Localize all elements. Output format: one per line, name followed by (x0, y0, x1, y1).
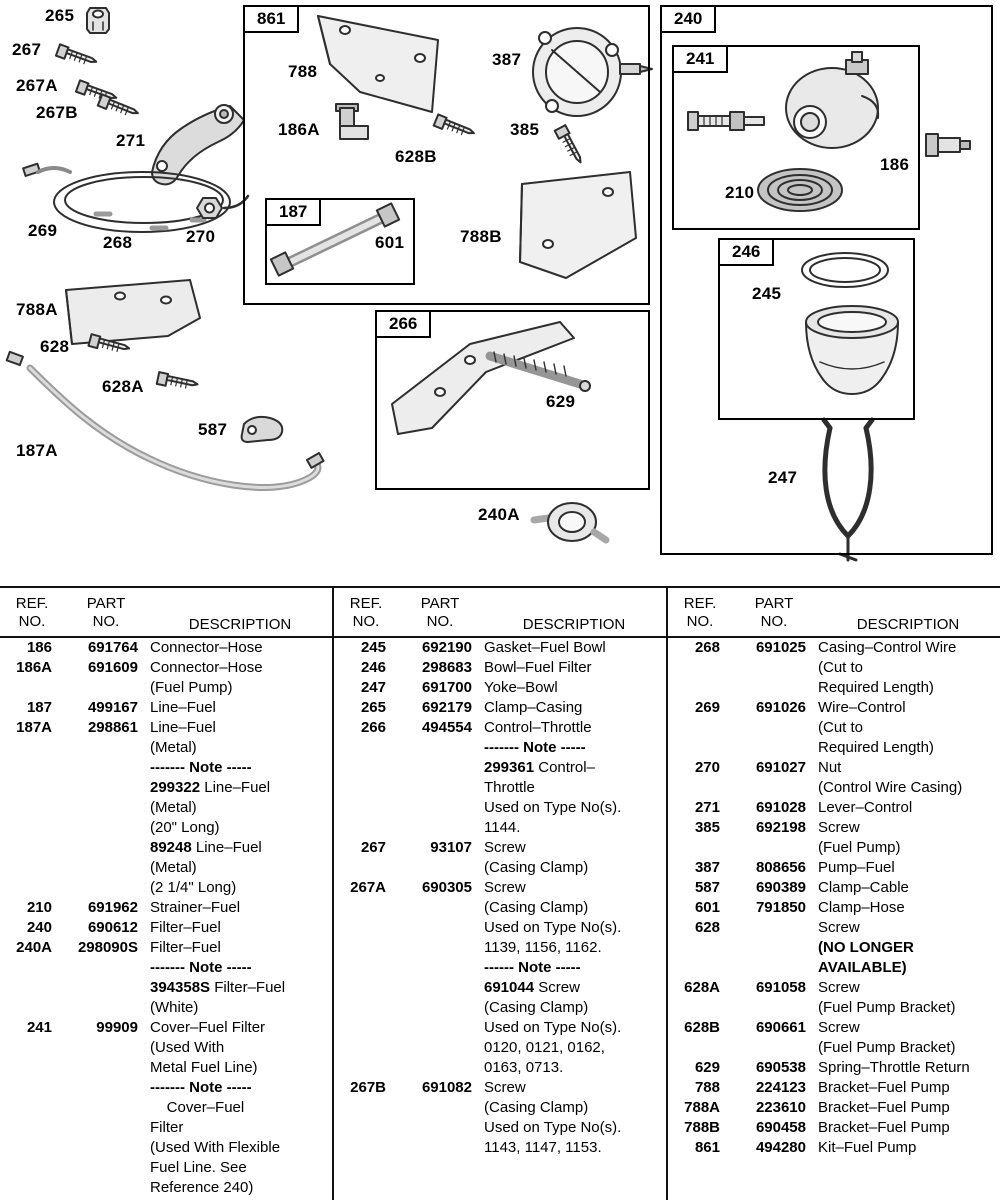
part-ref-label-788: 788 (288, 62, 318, 81)
ref-no: 270 (694, 759, 720, 776)
part-ref-label-267B: 267B (36, 103, 78, 122)
part-no: 808656 (755, 859, 806, 876)
ref-no-header: REF. NO. (683, 595, 717, 630)
description: Line–Fuel (150, 699, 216, 716)
part-no: 691027 (755, 759, 806, 776)
ref-no: 269 (694, 699, 720, 716)
part-ref-label-267: 267 (12, 40, 42, 59)
table-row-268 (668, 638, 1000, 698)
description-header: DESCRIPTION (522, 616, 626, 633)
ref-no: 587 (694, 879, 720, 896)
part-ref-label-587: 587 (198, 420, 228, 439)
part-no: 691700 (421, 679, 472, 696)
description: Pump–Fuel (818, 859, 895, 876)
part-no: 791850 (755, 899, 806, 916)
ref-no: 186A (16, 659, 52, 676)
part-265-clamp-illustration (87, 8, 109, 33)
part-no: 690538 (755, 1059, 806, 1076)
part-no: 691058 (755, 979, 806, 996)
ref-no: 788A (684, 1099, 720, 1116)
table-row-788 (668, 1078, 1000, 1098)
ref-no-header: REF. NO. (349, 595, 383, 630)
part-no (720, 918, 806, 978)
part-no: 690661 (755, 1019, 806, 1036)
part-no: 224123 (755, 1079, 806, 1096)
group-box-246 (718, 238, 915, 420)
group-box-label-187: 187 (265, 198, 321, 226)
description: Screw (Casing Clamp) (484, 839, 589, 876)
group-box-266 (375, 310, 650, 490)
description: Filter–Fuel ------- Note ----- 394358S Filter–Fuel (White) (150, 939, 286, 1016)
ref-no: 246 (360, 659, 386, 676)
parts-table-column-1 (0, 588, 332, 1200)
ref-no: 267B (350, 1079, 386, 1096)
part-no: 691026 (755, 699, 806, 716)
part-240A-fuel-filter-illustration (534, 503, 606, 541)
part-no: 690305 (421, 879, 472, 896)
ref-no: 628B (684, 1019, 720, 1036)
description: Screw (NO LONGER AVAILABLE) (818, 919, 914, 976)
description: Screw (Fuel Pump) (818, 819, 901, 856)
ref-no: 241 (26, 1019, 52, 1036)
ref-no: 788 (694, 1079, 720, 1096)
description: Nut (Control Wire Casing) (818, 759, 963, 796)
part-no: 690612 (87, 919, 138, 936)
ref-no: 387 (694, 859, 720, 876)
table-row-601 (668, 898, 1000, 918)
table-row-385 (668, 818, 1000, 858)
table-row-246 (334, 658, 666, 678)
part-ref-label-628A: 628A (102, 377, 144, 396)
group-box-label-240: 240 (660, 5, 716, 33)
part-no: 494280 (755, 1139, 806, 1156)
description: Connector–Hose (150, 639, 263, 656)
part-788A-bracket-illustration (66, 280, 200, 344)
part-no: 690458 (755, 1119, 806, 1136)
part-ref-label-210: 210 (725, 183, 755, 202)
ref-no: 210 (26, 899, 52, 916)
table-row-587 (668, 878, 1000, 898)
parts-diagram (0, 0, 1000, 586)
table-row-271 (668, 798, 1000, 818)
part-270-nut-illustration (197, 198, 222, 218)
table-row-861 (668, 1138, 1000, 1158)
parts-table-column-3 (666, 588, 1000, 1200)
ref-no: 247 (360, 679, 386, 696)
description: Cover–Fuel Filter (Used With Metal Fuel Line) ------- Note ----- Cover–Fuel Filter (Used With Flexible Fuel Line. See Reference 240) (150, 1019, 281, 1196)
table-row-240A (0, 938, 332, 1018)
column-header (0, 588, 332, 638)
part-ref-label-788B: 788B (460, 227, 502, 246)
group-box-label-246: 246 (718, 238, 774, 266)
ref-no: 268 (694, 639, 720, 656)
table-row-270 (668, 758, 1000, 798)
table-row-186 (0, 638, 332, 658)
description: Line–Fuel (Metal) ------- Note ----- 299322 Line–Fuel (Metal) (20" Long) 89248 Line–Fuel (Metal) (2 1/4" Long) (150, 719, 271, 896)
table-row-210 (0, 898, 332, 918)
description: Screw (Casing Clamp) Used on Type No(s). 1143, 1147, 1153. (484, 1079, 622, 1156)
part-no: 691764 (87, 639, 138, 656)
ref-no: 186 (26, 639, 52, 656)
description: Kit–Fuel Pump (818, 1139, 917, 1156)
ref-no: 601 (694, 899, 720, 916)
ref-no: 861 (694, 1139, 720, 1156)
table-row-628 (668, 918, 1000, 978)
part-no: 298090S (77, 939, 138, 956)
table-row-628A (668, 978, 1000, 1018)
part-no: 93107 (430, 839, 472, 856)
ref-no: 265 (360, 699, 386, 716)
part-ref-label-187A: 187A (16, 441, 58, 460)
ref-no: 629 (694, 1059, 720, 1076)
part-ref-label-270: 270 (186, 227, 216, 246)
part-ref-label-240A: 240A (478, 505, 520, 524)
part-no: 298861 (87, 719, 138, 736)
ref-no: 628A (684, 979, 720, 996)
description: Yoke–Bowl (484, 679, 558, 696)
part-ref-label-387: 387 (492, 50, 522, 69)
description: Control–Throttle ------- Note ----- 299361 Control– Throttle Used on Type No(s). 1144. (484, 719, 622, 836)
part-ref-label-271: 271 (116, 131, 146, 150)
table-row-187 (0, 698, 332, 718)
table-row-240 (0, 918, 332, 938)
part-267-screw-illustration (56, 44, 98, 69)
table-row-269 (668, 698, 1000, 758)
group-box-label-266: 266 (375, 310, 431, 338)
part-ref-label-628: 628 (40, 337, 70, 356)
description: Wire–Control (Cut to Required Length) (818, 699, 934, 756)
part-ref-label-788A: 788A (16, 300, 58, 319)
part-no: 691028 (755, 799, 806, 816)
table-row-186A (0, 658, 332, 698)
description: Clamp–Cable (818, 879, 909, 896)
part-ref-label-629: 629 (546, 392, 576, 411)
part-no-header: PART NO. (754, 595, 794, 630)
ref-no: 240 (26, 919, 52, 936)
part-no-header: PART NO. (86, 595, 126, 630)
table-row-187A (0, 718, 332, 898)
ref-no: 628 (694, 919, 720, 936)
part-no: 691082 (421, 1079, 472, 1096)
description: Filter–Fuel (150, 919, 221, 936)
part-no: 99909 (96, 1019, 138, 1036)
part-ref-label-245: 245 (752, 284, 782, 303)
ref-no: 267 (360, 839, 386, 856)
column-header (668, 588, 1000, 638)
column-header (334, 588, 666, 638)
description: Connector–Hose (Fuel Pump) (150, 659, 263, 696)
description: Bowl–Fuel Filter (484, 659, 592, 676)
group-box-label-241: 241 (672, 45, 728, 73)
part-no: 692179 (421, 699, 472, 716)
table-row-247 (334, 678, 666, 698)
part-no: 499167 (87, 699, 138, 716)
ref-no: 788B (684, 1119, 720, 1136)
description: Bracket–Fuel Pump (818, 1079, 950, 1096)
part-no: 690389 (755, 879, 806, 896)
table-row-241 (0, 1018, 332, 1198)
table-row-266 (334, 718, 666, 838)
ref-no: 245 (360, 639, 386, 656)
table-row-788A (668, 1098, 1000, 1118)
ref-no-header: REF. NO. (15, 595, 49, 630)
description: Strainer–Fuel (150, 899, 241, 916)
part-no: 692198 (755, 819, 806, 836)
table-row-267A (334, 878, 666, 1078)
group-box-187 (265, 198, 415, 285)
part-ref-label-267A: 267A (16, 76, 58, 95)
part-ref-label-269: 269 (28, 221, 58, 240)
description: Clamp–Casing (484, 699, 583, 716)
table-row-387 (668, 858, 1000, 878)
part-628A-screw-illustration (157, 372, 199, 392)
description: Screw (Fuel Pump Bracket) (818, 1019, 956, 1056)
description: Bracket–Fuel Pump (818, 1099, 950, 1116)
group-box-label-861: 861 (243, 5, 299, 33)
part-no: 691962 (87, 899, 138, 916)
part-no: 223610 (755, 1099, 806, 1116)
table-row-629 (668, 1058, 1000, 1078)
part-267B-screw-illustration (98, 94, 140, 120)
part-no: 692190 (421, 639, 472, 656)
description: Screw (Casing Clamp) Used on Type No(s). 1139, 1156, 1162. ------ Note ----- 691044 Screw (Casing Clamp) Used on Type No(s). 0120, 0121, 0162, 0163, 0713. (484, 879, 622, 1076)
description: Gasket–Fuel Bowl (484, 639, 606, 656)
description: Casing–Control Wire (Cut to Required Length) (818, 639, 957, 696)
description: Bracket–Fuel Pump (818, 1119, 950, 1136)
table-row-267 (334, 838, 666, 878)
table-row-265 (334, 698, 666, 718)
part-no: 691025 (755, 639, 806, 656)
table-row-245 (334, 638, 666, 658)
group-box-241 (672, 45, 920, 230)
ref-no: 187 (26, 699, 52, 716)
ref-no: 385 (694, 819, 720, 836)
table-row-628B (668, 1018, 1000, 1058)
part-ref-label-268: 268 (103, 233, 133, 252)
part-no: 298683 (421, 659, 472, 676)
part-no: 494554 (421, 719, 472, 736)
part-ref-label-628B: 628B (395, 147, 437, 166)
part-ref-label-247: 247 (768, 468, 798, 487)
part-no-header: PART NO. (420, 595, 460, 630)
part-ref-label-186: 186 (880, 155, 910, 174)
table-row-267B (334, 1078, 666, 1158)
ref-no: 187A (16, 719, 52, 736)
description: Clamp–Hose (818, 899, 905, 916)
ref-no: 267A (350, 879, 386, 896)
description-header: DESCRIPTION (856, 616, 960, 633)
description: Screw (Fuel Pump Bracket) (818, 979, 956, 1016)
description-header: DESCRIPTION (188, 616, 292, 633)
ref-no: 271 (694, 799, 720, 816)
description: Spring–Throttle Return (818, 1059, 970, 1076)
part-no: 691609 (87, 659, 138, 676)
part-ref-label-186A: 186A (278, 120, 320, 139)
table-row-788B (668, 1118, 1000, 1138)
parts-table-column-2 (332, 588, 666, 1200)
ref-no: 240A (16, 939, 52, 956)
ref-no: 266 (360, 719, 386, 736)
description: Lever–Control (818, 799, 913, 816)
part-ref-label-385: 385 (510, 120, 540, 139)
part-ref-label-601: 601 (375, 233, 405, 252)
part-ref-label-265: 265 (45, 6, 75, 25)
parts-table (0, 586, 1000, 1200)
part-587-clamp-illustration (242, 417, 283, 442)
